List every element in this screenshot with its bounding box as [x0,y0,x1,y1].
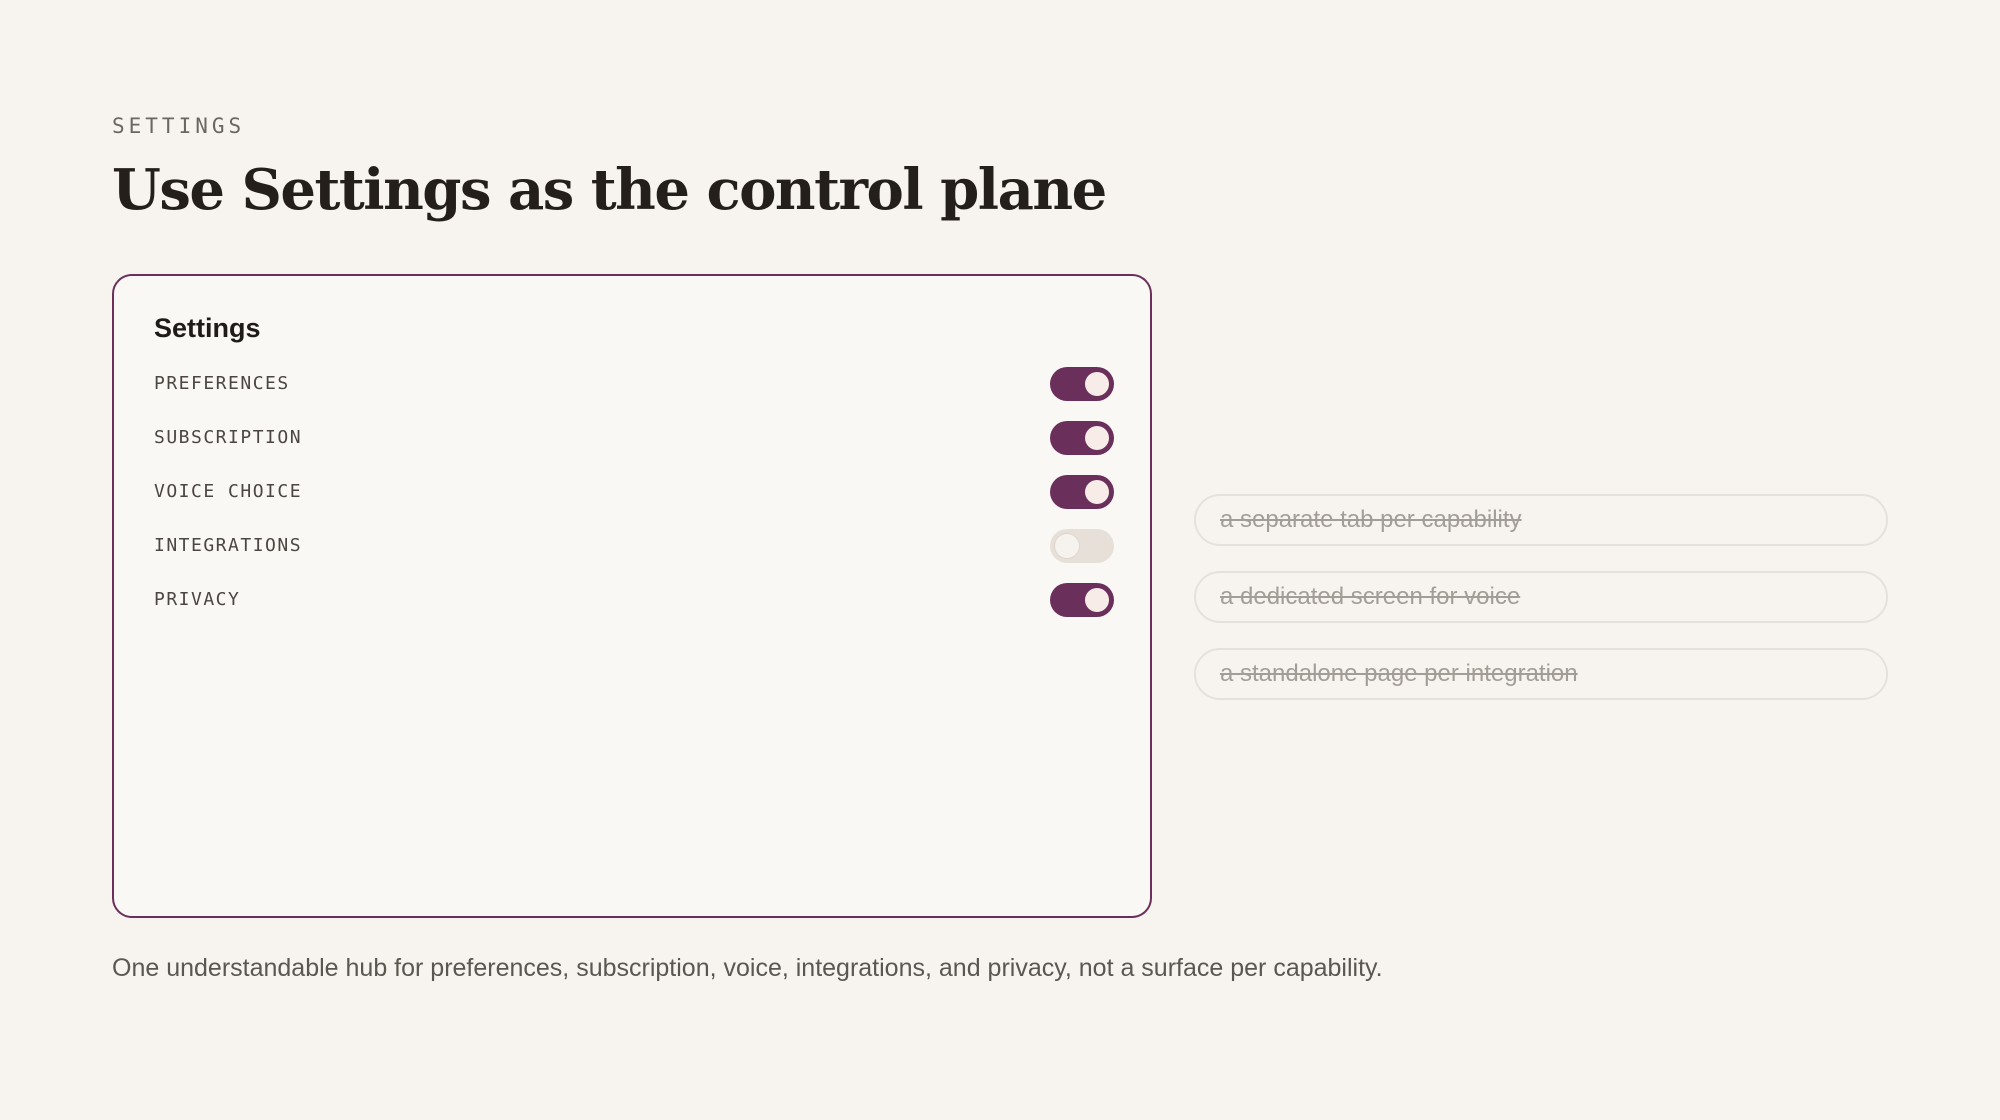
caption: One understandable hub for preferences, subscription, voice, integrations, and privacy, not a surface per capability. [112,954,1383,982]
setting-row-privacy [154,580,1114,620]
setting-label: PRIVACY [154,589,241,610]
rejected-option-label: a dedicated screen for voice [1220,583,1521,610]
setting-row-voice-choice [154,472,1114,512]
setting-label: INTEGRATIONS [154,535,303,556]
rejected-option-pill [1194,648,1888,700]
setting-label: VOICE CHOICE [154,481,303,502]
toggle-knob [1085,426,1109,450]
settings-panel [112,274,1152,918]
rejected-option-pill [1194,494,1888,546]
eyebrow-label: SETTINGS [112,114,246,138]
setting-row-subscription [154,418,1114,458]
integrations-toggle[interactable] [1050,529,1114,563]
setting-row-integrations [154,526,1114,566]
page-title: Use Settings as the control plane [112,157,1106,223]
toggle-knob [1085,372,1109,396]
privacy-toggle[interactable] [1050,583,1114,617]
toggle-knob [1085,480,1109,504]
rejected-option-label: a standalone page per integration [1220,660,1578,687]
toggle-knob [1055,534,1079,558]
setting-label: SUBSCRIPTION [154,427,303,448]
subscription-toggle[interactable] [1050,421,1114,455]
setting-row-preferences [154,364,1114,404]
toggle-knob [1085,588,1109,612]
panel-title: Settings [154,313,261,343]
preferences-toggle[interactable] [1050,367,1114,401]
rejected-option-pill [1194,571,1888,623]
voice-choice-toggle[interactable] [1050,475,1114,509]
setting-label: PREFERENCES [154,373,290,394]
rejected-option-label: a separate tab per capability [1220,506,1522,533]
